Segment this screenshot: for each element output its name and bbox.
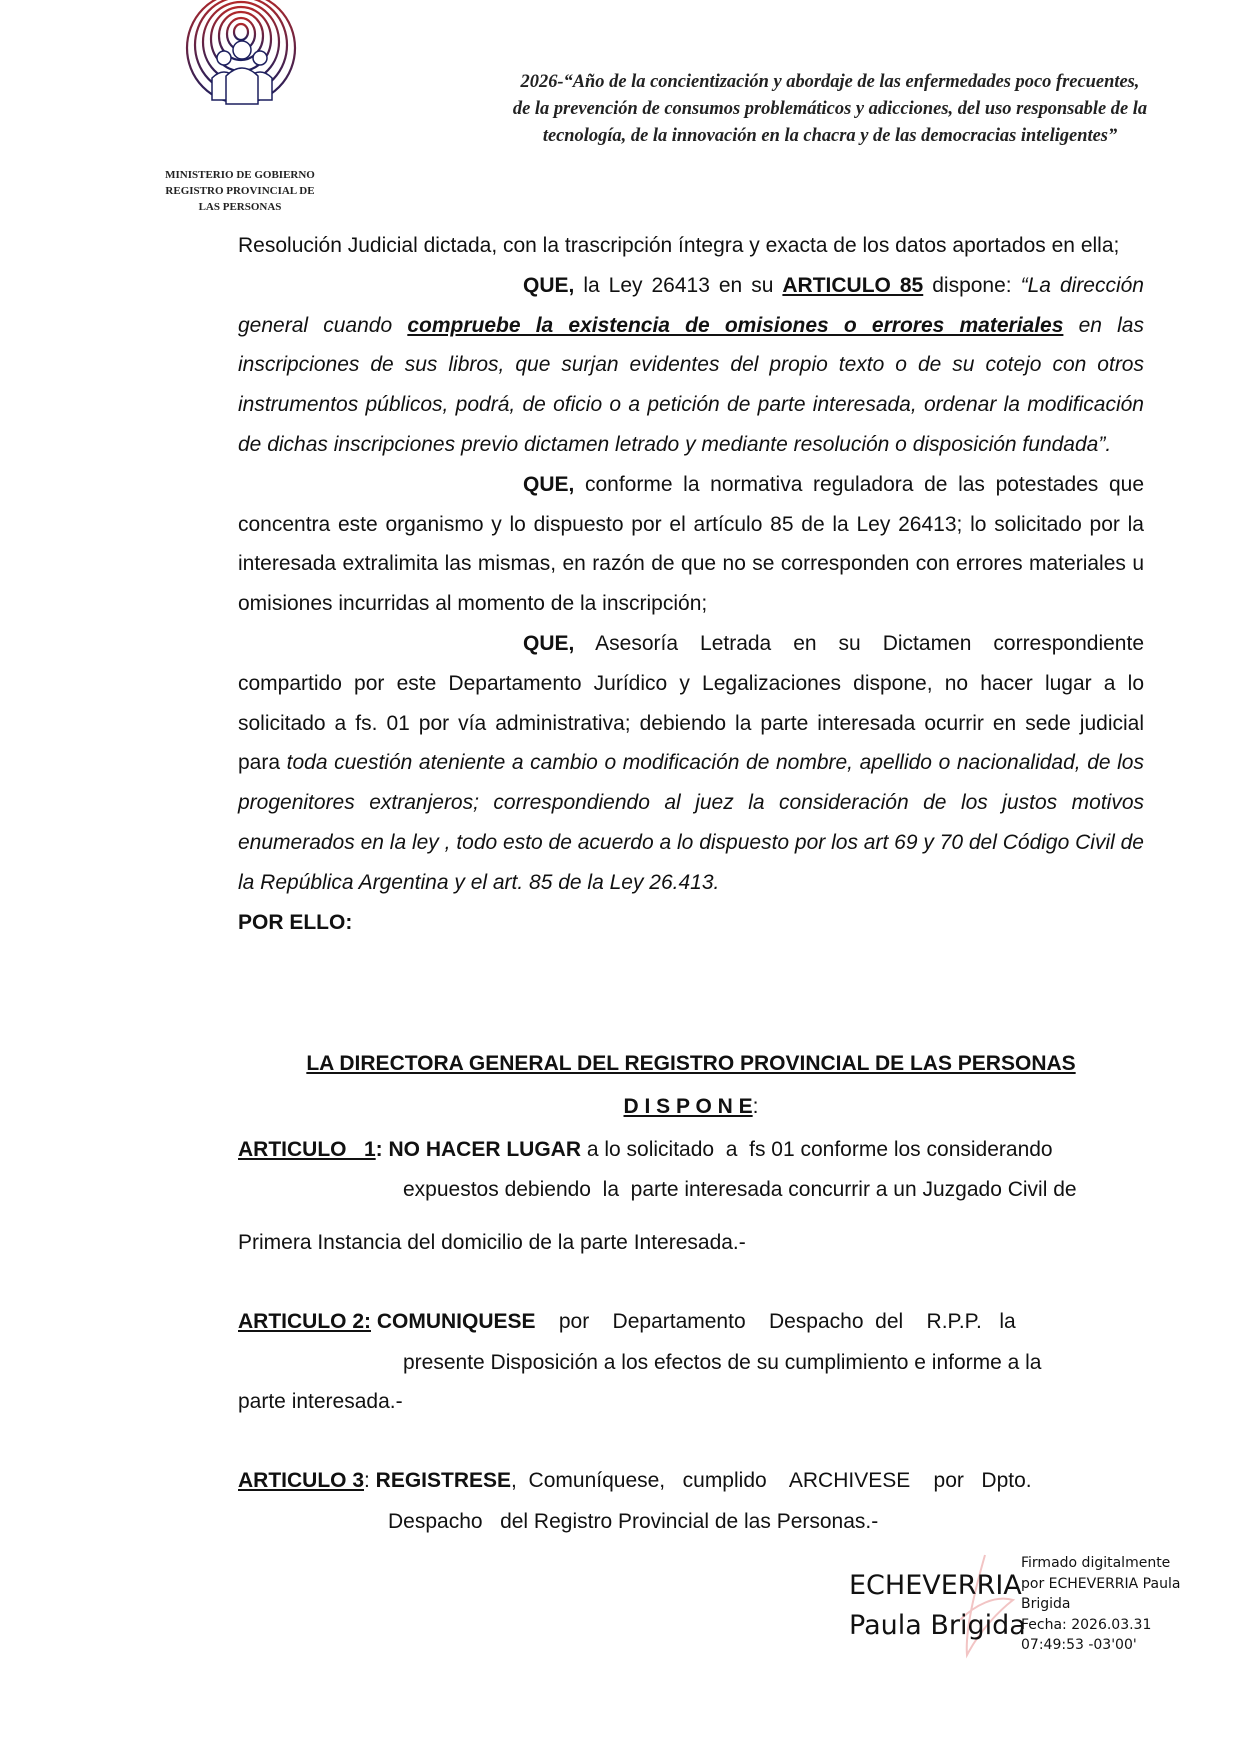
motto-line: de la prevención de consumos problemáticos y adicciones, del uso responsable de la	[512, 98, 1148, 119]
quote: “La dirección general cuando	[238, 273, 1144, 337]
article-label: ARTICULO 2:	[238, 1310, 371, 1333]
article-1-line: expuestos debiendo la parte interesada concurrir a un Juzgado Civil de	[403, 1178, 1077, 1201]
paragraph-que-1	[238, 266, 1144, 465]
text: a lo solicitado a fs 01 conforme los considerando	[581, 1138, 1053, 1161]
colon: :	[364, 1469, 370, 1492]
colon: :	[752, 1095, 759, 1118]
que-lead: QUE,	[523, 472, 575, 496]
document-body	[238, 226, 1144, 942]
quote-emphasis: compruebe la existencia de omisiones o errores materiales	[407, 313, 1064, 337]
ministry-heading	[140, 167, 340, 215]
por-ello-label: POR ELLO:	[238, 910, 353, 934]
year-motto	[440, 68, 1220, 149]
text: dispone:	[923, 273, 1021, 297]
article-2-line: parte interesada.-	[238, 1390, 403, 1413]
registry-logo	[184, 0, 298, 106]
article-2	[238, 1310, 1144, 1334]
article-verb: REGISTRESE	[369, 1469, 512, 1492]
ministry-line: REGISTRO PROVINCIAL DE	[165, 185, 315, 197]
signature-detail: por ECHEVERRIA Paula	[1021, 1575, 1181, 1592]
text: la Ley 26413 en su	[574, 273, 783, 297]
signature-date: Fecha: 2026.03.31	[1021, 1616, 1152, 1633]
signature-detail: Brigida	[1021, 1596, 1071, 1612]
signature-time: 07:49:53 -03'00'	[1021, 1637, 1137, 1653]
article-label: ARTICULO 1	[238, 1138, 376, 1161]
motto-line: 2026-“Año de la concientización y abordaje de las enfermedades poco frecuentes,	[520, 71, 1140, 92]
quote: en las inscripciones de sus libros, que surjan evidentes del propio texto o de su cotejo con otros instrumentos públicos, podrá, de oficio o a petición de parte interesada, ordenar la modificación de dichas inscripciones previo dictamen letrado y mediante resolución o disposición fundada”.	[238, 313, 1144, 456]
article-2-line: presente Disposición a los efectos de su cumplimiento e informe a la	[403, 1351, 1042, 1374]
digital-signature-details	[1021, 1553, 1180, 1656]
signature-surname: ECHEVERRIA	[849, 1570, 1022, 1601]
article-1	[238, 1138, 1053, 1162]
signature-name	[849, 1566, 1026, 1646]
text: Asesoría Letrada en su Dictamen correspondiente compartido por este Departamento Jurídico y Legalizaciones dispone, no hacer lugar a lo solicitado a fs. 01 por vía administrativa; debiendo la parte interesada ocurrir en sede judicial para	[238, 631, 1144, 775]
article-3-line: Despacho del Registro Provincial de las Personas.-	[388, 1510, 879, 1533]
article-3	[238, 1469, 1032, 1493]
dispone-text: D I S P O N E	[623, 1095, 753, 1118]
signature-detail: Firmado digitalmente	[1021, 1555, 1171, 1571]
paragraph-que-3	[238, 624, 1144, 903]
signature-given-names: Paula Brigida	[849, 1610, 1026, 1641]
ministry-line: LAS PERSONAS	[198, 201, 282, 213]
colon: :	[375, 1138, 383, 1161]
text: conforme la normativa reguladora de las potestades que concentra este organismo y lo dispuesto por el artículo 85 de la Ley 26413; lo solicitado por la interesada extralimita las mismas, en razón de que no se corresponden con errores materiales u omisiones incurridas al momento de la inscripción;	[238, 472, 1144, 616]
quote: toda cuestión ateniente a cambio o modificación de nombre, apellido o nacionalidad, de los progenitores extranjeros; correspondiendo al juez la consideración de los justos motivos enumerados en la ley , todo esto de acuerdo a lo dispuesto por los art 69 y 70 del Código Civil de la República Argentina y el art. 85 de la Ley 26.413.	[238, 751, 1144, 894]
ministry-line: MINISTERIO DE GOBIERNO	[165, 169, 315, 181]
paragraph-que-2	[238, 465, 1144, 624]
resolution-title	[238, 1052, 1144, 1076]
por-ello	[238, 903, 1144, 943]
dispone-heading	[238, 1095, 1144, 1119]
article-verb: NO HACER LUGAR	[382, 1138, 582, 1161]
title-text: LA DIRECTORA GENERAL DEL REGISTRO PROVINCIAL DE LAS PERSONAS	[306, 1052, 1076, 1075]
article-verb: COMUNIQUESE	[371, 1310, 536, 1333]
que-lead: QUE,	[523, 273, 575, 297]
article-1-line: Primera Instancia del domicilio de la parte Interesada.-	[238, 1231, 746, 1254]
text: por Departamento Despacho del R.P.P. la	[535, 1310, 1016, 1333]
que-lead: QUE,	[523, 631, 575, 655]
article-label: ARTICULO 3	[238, 1469, 364, 1492]
paragraph-resolution: Resolución Judicial dictada, con la trascripción íntegra y exacta de los datos aportados en ella;	[238, 234, 1120, 257]
motto-line: tecnología, de la innovación en la chacra y de las democracias inteligentes”	[542, 125, 1118, 146]
article-ref: ARTICULO 85	[782, 273, 924, 297]
text: , Comuníquese, cumplido ARCHIVESE por Dpto.	[511, 1469, 1032, 1492]
